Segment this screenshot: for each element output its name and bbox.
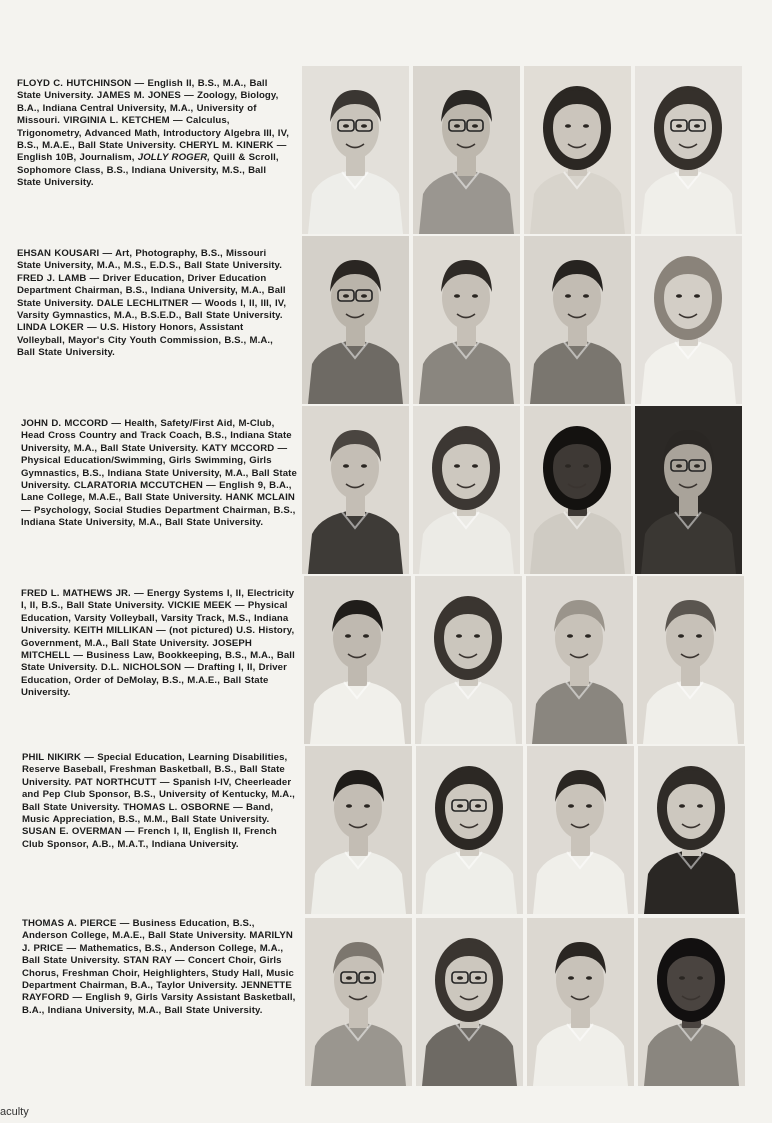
photo-strip [304, 576, 749, 746]
portrait-eye [583, 294, 589, 298]
portrait-eye [343, 294, 349, 298]
portrait-eye [472, 294, 478, 298]
portrait-image [413, 236, 520, 404]
faculty-portrait-photo [305, 746, 412, 914]
portrait-image [526, 576, 633, 744]
portrait-eye [696, 634, 702, 638]
faculty-caption [21, 418, 297, 530]
faculty-portrait-photo [638, 746, 745, 914]
portrait-eye [568, 804, 574, 808]
portrait-eye [343, 124, 349, 128]
portrait-image [524, 236, 631, 404]
portrait-image [527, 918, 634, 1086]
portrait-eye [676, 294, 682, 298]
caption-italic-text: JOLLY ROGER, [137, 152, 211, 164]
portrait-eye [694, 124, 700, 128]
faculty-caption [21, 588, 297, 700]
photo-strip [302, 236, 747, 406]
portrait-eye [679, 804, 685, 808]
faculty-portrait-photo [524, 406, 631, 574]
portrait-eye [678, 634, 684, 638]
portrait-image [635, 66, 742, 234]
portrait-eye [361, 464, 367, 468]
portrait-image [305, 918, 412, 1086]
portrait-eye [586, 804, 592, 808]
portrait-eye [475, 976, 481, 980]
portrait-image [638, 746, 745, 914]
portrait-eye [567, 634, 573, 638]
portrait-eye [472, 124, 478, 128]
portrait-eye [565, 124, 571, 128]
faculty-portrait-photo [524, 66, 631, 234]
faculty-caption [22, 918, 298, 1017]
portrait-image [416, 746, 523, 914]
portrait-eye [364, 804, 370, 808]
caption-text: FLOYD C. HUTCHINSON — English II, B.S., M.A., Ball State University. JAMES M. JONES — Zoology, Biology, B.A., Indiana Central University, M.A., University of Missouri. VIRGINIA L. KETCHEM — Calculus, Trigonometry, Advanced Math, Introductory Algebra III, IV, B.S., M.A.E., Ball State University. CHERYL M. KINERK — English 10B, Journalism, [17, 78, 289, 164]
portrait-image [302, 66, 409, 234]
portrait-eye [585, 634, 591, 638]
portrait-eye [475, 804, 481, 808]
portrait-image [638, 918, 745, 1086]
caption-text: JOHN D. MCCORD — Health, Safety/First Aid, M-Club, Head Cross Country and Track Coach, B.S., Indiana State University, M.A., Ball State University. KATY MCCORD — Physical Education/Swimming, Girls Swimming, Girls Gymnastics, B.S., Indiana State University, M.A., Ball State University. CLARATORIA MCCUTCHEN — English 9, B.A., Lane College, M.A.E., Ball State University. HANK MCLAIN — Psychology, Social Studies Department Chairman, B.S., Indiana State University, M.A., Ball State University. [21, 418, 297, 529]
portrait-eye [364, 976, 370, 980]
portrait-eye [457, 976, 463, 980]
photo-strip [305, 918, 750, 1088]
portrait-eye [361, 294, 367, 298]
portrait-eye [346, 804, 352, 808]
portrait-image [524, 406, 631, 574]
portrait-eye [454, 294, 460, 298]
portrait-image [305, 746, 412, 914]
photo-strip [305, 746, 750, 916]
faculty-portrait-photo [416, 746, 523, 914]
portrait-eye [456, 634, 462, 638]
caption-tail-text: Quill & Scroll, Sophomore Class, B.S., Indiana University, M.S., Ball State University. [17, 152, 279, 189]
portrait-image [304, 576, 411, 744]
portrait-image [635, 406, 742, 574]
portrait-image [413, 66, 520, 234]
portrait-eye [565, 294, 571, 298]
portrait-eye [454, 464, 460, 468]
portrait-eye [679, 976, 685, 980]
portrait-eye [586, 976, 592, 980]
portrait-eye [454, 124, 460, 128]
portrait-eye [583, 124, 589, 128]
faculty-portrait-photo [415, 576, 522, 744]
portrait-image [415, 576, 522, 744]
portrait-eye [697, 804, 703, 808]
faculty-portrait-photo [526, 576, 633, 744]
portrait-eye [472, 464, 478, 468]
portrait-eye [346, 976, 352, 980]
portrait-eye [457, 804, 463, 808]
portrait-image [413, 406, 520, 574]
caption-text: PHIL NIKIRK — Special Education, Learning Disabilities, Reserve Baseball, Freshman Basketball, B.S., Ball State University. PAT NORTHCUTT — Spanish I-IV, Cheerleader and Pep Club Sponsor, B.S., University of Kentucky, M.A., Ball State University. THOMAS L. OSBORNE — Band, Music Appreciation, B.S., M.M., Ball State University. SUSAN E. OVERMAN — French I, II, English II, French Club Sponsor, A.B., M.A.T., Indiana University. [22, 752, 295, 850]
faculty-portrait-photo [416, 918, 523, 1086]
caption-text: FRED L. MATHEWS JR. — Energy Systems I, II, Electricity I, II, B.S., Ball State University. VICKIE MEEK — Physical Education, Varsity Volleyball, Varsity Track, M.S., Indiana University. KEITH MILLIKAN — (not pictured) U.S. History, Government, M.A., Ball State University. JOSEPH MITCHELL — Business Law, Bookkeeping, B.S., M.A., Ball State University. D.L. NICHOLSON — Drafting I, II, Driver Education, Order of DeMolay, B.S., M.A.E., Ball State University. [21, 588, 295, 699]
portrait-image [527, 746, 634, 914]
portrait-eye [568, 976, 574, 980]
portrait-eye [345, 634, 351, 638]
faculty-portrait-photo [635, 236, 742, 404]
portrait-eye [697, 976, 703, 980]
portrait-eye [583, 464, 589, 468]
faculty-portrait-photo [635, 406, 742, 574]
photo-strip [302, 66, 747, 236]
portrait-eye [565, 464, 571, 468]
faculty-caption [17, 78, 293, 190]
portrait-eye [343, 464, 349, 468]
caption-text: THOMAS A. PIERCE — Business Education, B.S., Anderson College, M.A.E., Ball State University. MARILYN J. PRICE — Mathematics, B.S., Anderson College, M.A., Ball State University. STAN RAY — Concert Choir, Girls Chorus, Freshman Choir, Heighlighters, Study Hall, Music Department Chairman, B.A., Taylor University. JENNETTE RAYFORD — English 9, Girls Varsity Assistant Basketball, B.A., Indiana University, M.A., Ball State University. [22, 918, 296, 1016]
portrait-image [302, 236, 409, 404]
portrait-eye [694, 464, 700, 468]
portrait-image [524, 66, 631, 234]
faculty-caption [17, 248, 293, 360]
faculty-portrait-photo [527, 746, 634, 914]
faculty-portrait-photo [637, 576, 744, 744]
portrait-eye [694, 294, 700, 298]
portrait-image [635, 236, 742, 404]
portrait-image [637, 576, 744, 744]
faculty-portrait-photo [527, 918, 634, 1086]
faculty-portrait-photo [413, 66, 520, 234]
faculty-portrait-photo [413, 406, 520, 574]
photo-strip [302, 406, 747, 576]
faculty-portrait-photo [638, 918, 745, 1086]
faculty-portrait-photo [302, 236, 409, 404]
portrait-eye [474, 634, 480, 638]
faculty-portrait-photo [635, 66, 742, 234]
faculty-caption [22, 752, 298, 851]
faculty-portrait-photo [302, 406, 409, 574]
portrait-eye [363, 634, 369, 638]
portrait-eye [361, 124, 367, 128]
faculty-portrait-photo [524, 236, 631, 404]
portrait-eye [676, 464, 682, 468]
faculty-portrait-photo [304, 576, 411, 744]
portrait-image [302, 406, 409, 574]
caption-text: EHSAN KOUSARI — Art, Photography, B.S., Missouri State University, M.A., M.S., E.D.S., Ball State University. FRED J. LAMB — Driver Education, Driver Education Department Chairman, B.S., Indiana University, M.A., Ball State University. DALE LECHLITNER — Woods I, II, III, IV, Varsity Gymnastics, M.A., B.S.E.D., Ball State University. LINDA LOKER — U.S. History Honors, Assistant Volleyball, Mayor's City Youth Commission, B.S., M.A., Ball State University. [17, 248, 287, 359]
portrait-eye [676, 124, 682, 128]
page-footer-section-label: aculty [0, 1106, 29, 1118]
faculty-portrait-photo [413, 236, 520, 404]
faculty-portrait-photo [302, 66, 409, 234]
faculty-portrait-photo [305, 918, 412, 1086]
portrait-image [416, 918, 523, 1086]
